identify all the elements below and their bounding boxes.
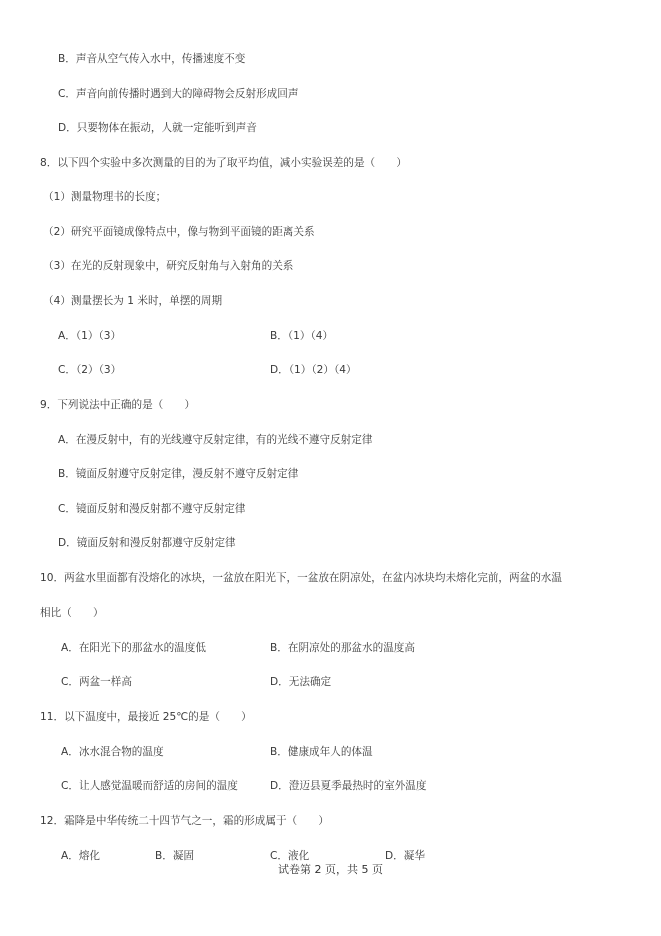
q12-option-a: A．熔化 — [61, 850, 101, 862]
q8-option-b: B．（1）（4） — [270, 330, 334, 342]
q9-option-a: A．在漫反射中，有的光线遵守反射定律，有的光线不遵守反射定律 — [58, 434, 373, 446]
q10-option-b: B．在阴凉处的那盆水的温度高 — [270, 642, 415, 654]
q8-option-a: A．（1）（3） — [58, 330, 122, 342]
q11-option-d: D．澄迈县夏季最热时的室外温度 — [270, 780, 427, 792]
q8-item-2: （2）研究平面镜成像特点中，像与物到平面镜的距离关系 — [43, 226, 315, 238]
q8-item-1: （1）测量物理书的长度； — [43, 191, 167, 203]
q10-option-a: A．在阳光下的那盆水的温度低 — [61, 642, 206, 654]
q7-option-d: D．只要物体在振动，人就一定能听到声音 — [58, 122, 257, 134]
q12-stem: 12．霜降是中华传统二十四节气之一，霜的形成属于（ ） — [40, 815, 329, 827]
q9-option-d: D．镜面反射和漫反射都遵守反射定律 — [58, 537, 236, 549]
q11-option-a: A．冰水混合物的温度 — [61, 746, 164, 758]
q10-option-c: C．两盆一样高 — [61, 676, 132, 688]
q9-stem: 9．下列说法中正确的是（ ） — [40, 399, 196, 411]
q10-stem-line1: 10．两盆水里面都有没熔化的冰块，一盆放在阳光下，一盆放在阴凉处，在盆内冰块均未熔化完前，两盆的水温 — [40, 572, 562, 584]
q12-option-c: C．液化 — [270, 850, 310, 862]
q12-option-d: D．凝华 — [385, 850, 425, 862]
q11-option-b: B．健康成年人的体温 — [270, 746, 373, 758]
q11-option-c: C．让人感觉温暖而舒适的房间的温度 — [61, 780, 238, 792]
q7-option-b: B．声音从空气传入水中，传播速度不变 — [58, 53, 246, 65]
q8-option-c: C．（2）（3） — [58, 364, 122, 376]
q9-option-b: B．镜面反射遵守反射定律，漫反射不遵守反射定律 — [58, 468, 299, 480]
q8-item-3: （3）在光的反射现象中，研究反射角与入射角的关系 — [43, 260, 294, 272]
q9-option-c: C．镜面反射和漫反射都不遵守反射定律 — [58, 503, 246, 515]
q10-stem-line2: 相比（ ） — [40, 607, 104, 619]
q11-stem: 11．以下温度中，最接近 25℃的是（ ） — [40, 711, 252, 723]
page-footer: 试卷第 2 页，共 5 页 — [278, 863, 383, 876]
q12-option-b: B．凝固 — [155, 850, 195, 862]
q8-stem: 8．以下四个实验中多次测量的目的为了取平均值，减小实验误差的是（ ） — [40, 157, 407, 169]
q7-option-c: C．声音向前传播时遇到大的障碍物会反射形成回声 — [58, 88, 299, 100]
q10-option-d: D．无法确定 — [270, 676, 332, 688]
q8-item-4: （4）测量摆长为 1 米时，单摆的周期 — [43, 295, 223, 307]
q8-option-d: D．（1）（2）（4） — [270, 364, 357, 376]
